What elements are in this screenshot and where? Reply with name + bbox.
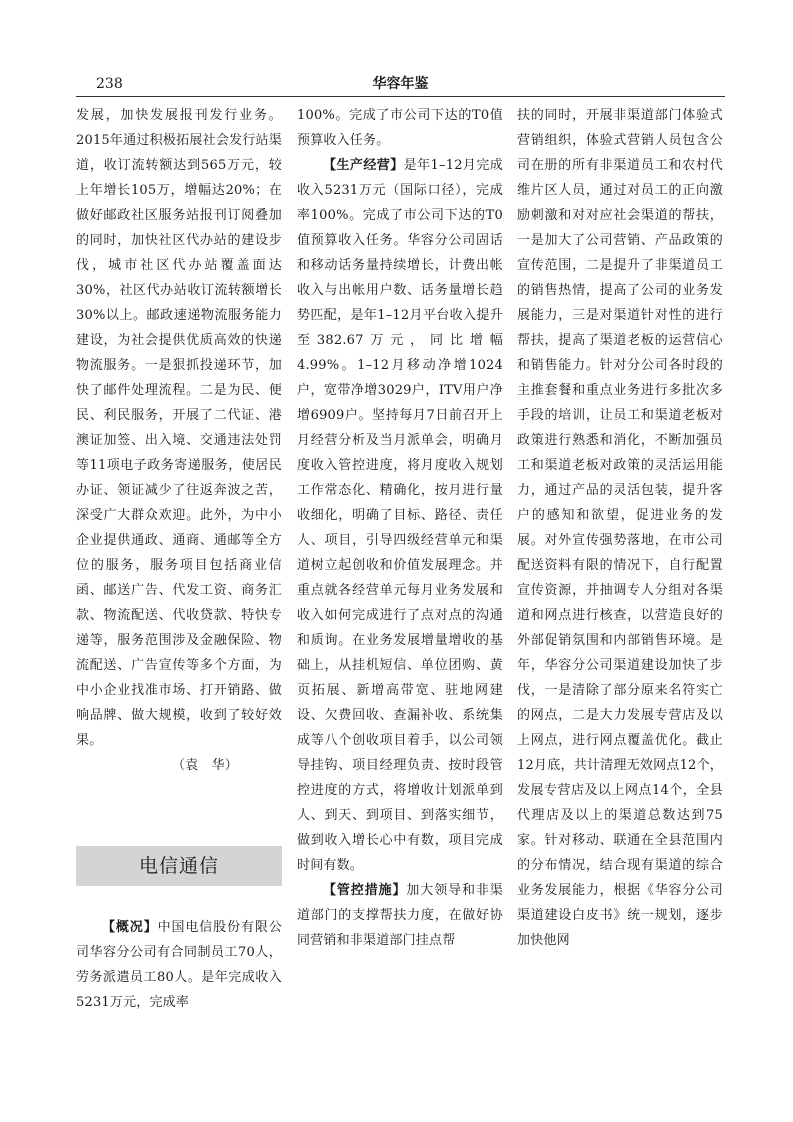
section-title: 电信通信	[138, 855, 219, 877]
control-lead: 【管控措施】	[323, 883, 407, 898]
book-title: 华容年鉴	[372, 76, 429, 92]
production-text: 是年1–12月完成收入5231万元（国际口径），完成率100%。完成了市公司下达的T0值预算收入任务。华容分公司固话和移动话务量持续增长，计费出帐收入与出帐用户数、话务量增长趋势匹配，是年1–12月平台收入提升至382.67万元，同比增幅4.99%。1–12月移动净增1024户，宽带净增3029户，ITV用户净增6909户。坚持每月7日前召开上月经营分析及当月派单会，明确月度收入管控进度，将月度收入规划工作常态化、精确化，按月进行量收细化，明确了目标、路径、责任人、项目，引导四级经营单元和渠道树立起创收和价值发展理念。并重点就各经营单元每月业务发展和收入如何完成进行了点对点的沟通和质询。在业务发展增量增收的基础上，从挂机短信、单位团购、黄页拓展、新增高带宽、驻地网建设、欠费回收、查漏补收、系统集成等八个创收项目着手，以公司领导挂钩、项目经理负责、按时段管控进度的方式，将增收计划派单到人、到天、到项目、到落实细节，做到收入增长心中有数，项目完成时间有数。	[297, 158, 503, 873]
author-signature: （袁 华）	[171, 758, 238, 773]
column-middle	[297, 103, 503, 953]
paragraph-production	[297, 153, 503, 878]
page-number: 238	[96, 76, 123, 92]
paragraph-continued: 100%。完成了市公司下达的T0值预算收入任务。	[297, 108, 503, 148]
column-right	[517, 103, 723, 953]
paragraph-overview	[76, 915, 282, 1015]
paragraph-control	[297, 878, 503, 953]
paragraph-channel: 扶的同时，开展非渠道部门体验式营销组织，体验式营销人员包含公司在册的所有非渠道员工和农村代维片区人员，通过对员工的正向激励刺激和对对应社会渠道的帮扶，一是加大了公司营销、产品政策的宣传范围，二是提升了非渠道员工的销售热情，提高了公司的业务发展能力，三是对渠道针对性的进行帮扶，提高了渠道老板的运营信心和销售能力。针对分公司各时段的主推套餐和重点业务进行多批次多手段的培训，让员工和渠道老板对政策进行熟悉和消化，不断加强员工和渠道老板对政策的灵活运用能力，通过产品的灵活包装，提升客户的感知和欲望，促进业务的发展。对外宣传强势落地，在市公司配送资料有限的情况下，自行配置宣传资源，并抽调专人分组对各渠道和网点进行核查，以营造良好的外部促销氛围和内部销售环境。是年，华容分公司渠道建设加快了步伐，一是清除了部分原来名符实亡的网点，二是大力发展专营店及以上网点，进行网点覆盖优化。截止12月底，共计清理无效网点12个，发展专营店及以上网点14个，全县代理店及以上的渠道总数达到75家。针对移动、联通在全县范围内的分布情况，结合现有渠道的综合业务发展能力，根据《华容分公司渠道建设白皮书》统一规划，逐步加快他网	[517, 108, 723, 948]
page-header	[76, 74, 725, 96]
overview-lead: 【概况】	[102, 920, 158, 935]
overview-text: 中国电信股份有限公司华容分公司有合同制员工70人，劳务派遣员工80人。是年完成收入5231万元，完成率	[76, 920, 282, 1010]
column-left	[76, 103, 282, 778]
section-heading-box	[76, 846, 282, 886]
control-text: 加大领导和非渠道部门的支撑帮扶力度，在做好协同营销和非渠道部门挂点帮	[297, 883, 504, 948]
column-left-lower	[76, 915, 282, 1015]
paragraph-postal-continued: 发展，加快发展报刊发行业务。2015年通过积极拓展社会发行站渠道，收订流转额达到565万元，较上年增长105万，增幅达20%；在做好邮政社区服务站报刊订阅叠加的同时，加快社区代办站的建设步伐，城市社区代办站覆盖面达30%，社区代办站收订流转额增长30%以上。邮政速递物流服务能力建设，为社会提供优质高效的快递物流服务。一是狠抓投递环节，加快了邮件处理流程。二是为民、便民、利民服务，开展了二代证、港澳证加签、出入境、交通违法处罚等11项电子政务寄递服务，使居民办证、领证减少了往返奔波之苦，深受广大群众欢迎。此外，为中小企业提供通政、通商、通邮等全方位的服务，服务项目包括商业信函、邮送广告、代发工资、商务汇款、物流配送、代收贷款、特快专递等，服务范围涉及金融保险、物流配送、广告宣传等多个方面，为中小企业找准市场、打开销路、做响品牌、做大规模，收到了较好效果。	[76, 108, 282, 748]
production-lead: 【生产经营】	[323, 158, 404, 173]
header-rule	[76, 96, 725, 97]
